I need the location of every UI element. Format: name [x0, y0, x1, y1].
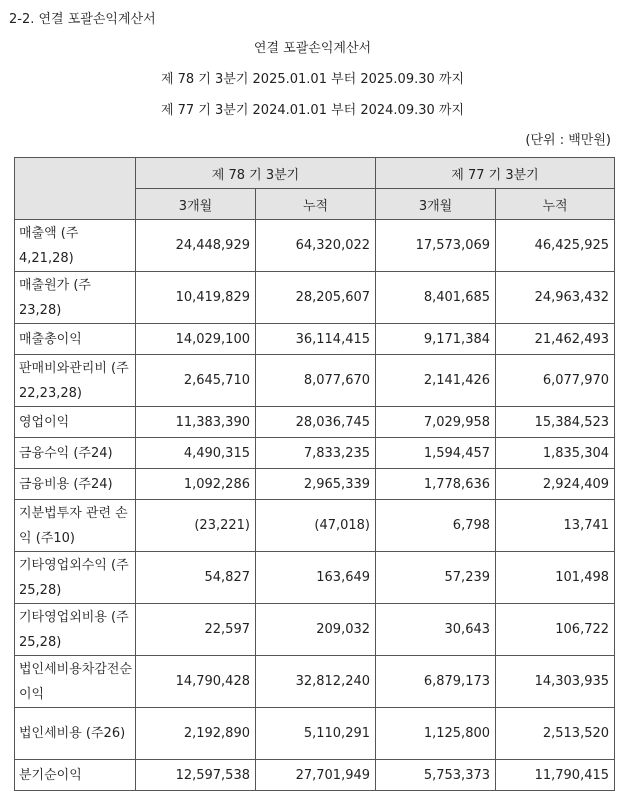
row-label: 판매비와관리비 (주22,23,28)	[15, 355, 136, 407]
header-prior-cumulative: 누적	[496, 189, 615, 220]
row-value: 24,963,432	[496, 272, 615, 324]
header-current-3m: 3개월	[136, 189, 256, 220]
header-corner	[15, 158, 136, 220]
income-statement-table	[14, 157, 615, 791]
document-title: 연결 포괄손익계산서	[253, 41, 372, 56]
row-value: 11,790,415	[496, 760, 615, 791]
row-value: 54,827	[136, 552, 256, 604]
row-label: 매출총이익	[15, 324, 136, 355]
row-value: 46,425,925	[496, 220, 615, 272]
table-row	[15, 708, 615, 760]
row-value: 1,125,800	[376, 708, 496, 760]
row-value: 12,597,538	[136, 760, 256, 791]
row-value: 28,205,607	[256, 272, 376, 324]
row-label: 분기순이익	[15, 760, 136, 791]
row-value: 1,092,286	[136, 469, 256, 500]
table-row	[15, 760, 615, 791]
table-row	[15, 220, 615, 272]
row-value: 24,448,929	[136, 220, 256, 272]
row-value: 4,490,315	[136, 438, 256, 469]
row-value: 14,029,100	[136, 324, 256, 355]
row-value: 2,192,890	[136, 708, 256, 760]
row-value: 27,701,949	[256, 760, 376, 791]
row-value: 6,798	[376, 500, 496, 552]
table-row	[15, 355, 615, 407]
unit-label: (단위 : 백만원)	[525, 133, 611, 148]
current-period: 제 78 기 3분기 2025.01.01 부터 2025.09.30 까지	[160, 72, 465, 87]
row-value: 209,032	[256, 604, 376, 656]
row-value: 2,645,710	[136, 355, 256, 407]
row-value: (23,221)	[136, 500, 256, 552]
row-label: 법인세비용 (주26)	[15, 708, 136, 760]
row-value: 7,833,235	[256, 438, 376, 469]
table-row	[15, 438, 615, 469]
row-label: 금융비용 (주24)	[15, 469, 136, 500]
row-value: 15,384,523	[496, 407, 615, 438]
row-value: 28,036,745	[256, 407, 376, 438]
row-label: 기타영업외비용 (주25,28)	[15, 604, 136, 656]
table-row	[15, 469, 615, 500]
row-value: 10,419,829	[136, 272, 256, 324]
row-value: 22,597	[136, 604, 256, 656]
table-row	[15, 500, 615, 552]
row-label: 기타영업외수익 (주25,28)	[15, 552, 136, 604]
row-value: 5,753,373	[376, 760, 496, 791]
row-label: 매출액 (주4,21,28)	[15, 220, 136, 272]
row-value: 57,239	[376, 552, 496, 604]
row-value: 32,812,240	[256, 656, 376, 708]
row-value: 8,077,670	[256, 355, 376, 407]
row-value: 14,790,428	[136, 656, 256, 708]
row-value: 2,141,426	[376, 355, 496, 407]
row-value: 1,594,457	[376, 438, 496, 469]
table-row	[15, 656, 615, 708]
row-label: 지분법투자 관련 손익 (주10)	[15, 500, 136, 552]
row-value: 5,110,291	[256, 708, 376, 760]
row-value: 8,401,685	[376, 272, 496, 324]
row-value: 1,835,304	[496, 438, 615, 469]
row-value: 101,498	[496, 552, 615, 604]
row-value: 21,462,493	[496, 324, 615, 355]
row-value: (47,018)	[256, 500, 376, 552]
row-value: 163,649	[256, 552, 376, 604]
row-value: 2,965,339	[256, 469, 376, 500]
row-value: 30,643	[376, 604, 496, 656]
row-label: 매출원가 (주23,28)	[15, 272, 136, 324]
section-title: 2-2. 연결 포괄손익계산서	[9, 12, 156, 27]
row-value: 11,383,390	[136, 407, 256, 438]
row-value: 6,879,173	[376, 656, 496, 708]
header-prior-3m: 3개월	[376, 189, 496, 220]
row-label: 영업이익	[15, 407, 136, 438]
prior-period: 제 77 기 3분기 2024.01.01 부터 2024.09.30 까지	[160, 103, 465, 118]
header-current-cumulative: 누적	[256, 189, 376, 220]
table-row	[15, 407, 615, 438]
row-value: 106,722	[496, 604, 615, 656]
table-row	[15, 324, 615, 355]
row-value: 2,924,409	[496, 469, 615, 500]
row-value: 6,077,970	[496, 355, 615, 407]
row-label: 금융수익 (주24)	[15, 438, 136, 469]
row-value: 14,303,935	[496, 656, 615, 708]
row-value: 7,029,958	[376, 407, 496, 438]
row-value: 9,171,384	[376, 324, 496, 355]
table-row	[15, 552, 615, 604]
row-value: 13,741	[496, 500, 615, 552]
row-value: 36,114,415	[256, 324, 376, 355]
row-value: 2,513,520	[496, 708, 615, 760]
table-row	[15, 272, 615, 324]
row-value: 64,320,022	[256, 220, 376, 272]
table-row	[15, 604, 615, 656]
row-value: 17,573,069	[376, 220, 496, 272]
row-label: 법인세비용차감전순이익	[15, 656, 136, 708]
row-value: 1,778,636	[376, 469, 496, 500]
header-current-period: 제 78 기 3분기	[136, 158, 376, 189]
header-prior-period: 제 77 기 3분기	[376, 158, 615, 189]
